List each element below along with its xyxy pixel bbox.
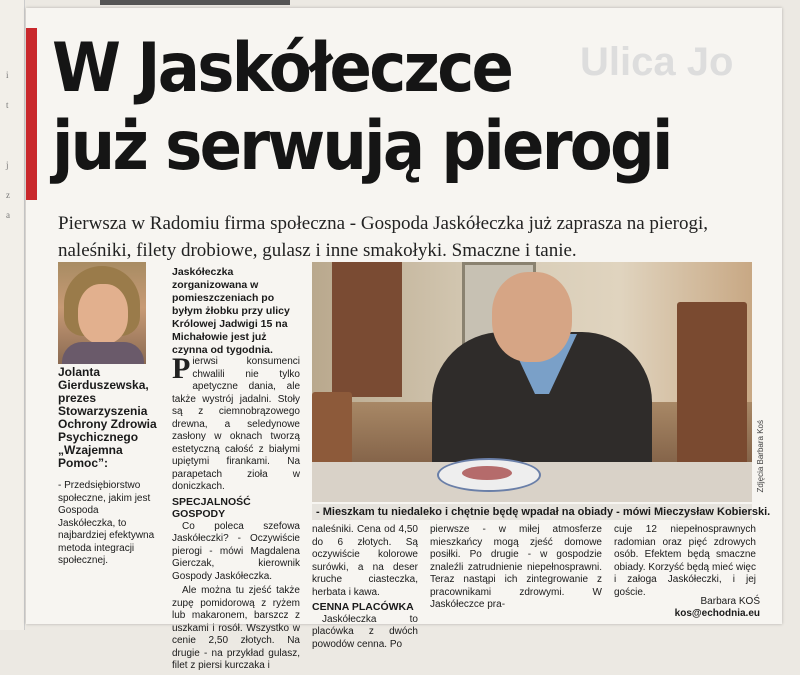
article-intro: Jaskółeczka zorganizowana w pomieszczeniach po byłym żłobku przy ulicy Królowej Jadwigi 15 na Michałowie jest już czynna od tygodnia. [172,266,290,356]
adjacent-page-margin [0,0,25,630]
photo-door [332,262,402,397]
article-column-2 [312,524,418,653]
photo-man-head [492,272,572,362]
margin-letter: t [6,100,9,110]
photo-credit: Zdjęcia Barbara Koś [756,420,765,493]
portrait-photo [58,262,146,364]
show-through-headline: Ulica Jo [580,40,734,84]
photo-caption: - Mieszkam tu niedaleko i chętnie będę wpadał na obiady - mówi Mieczysław Kobierski. [312,504,752,520]
paragraph: naleśniki. Cena od 4,50 do 6 złotych. Są oczywiście kolorowe surówki, a na deser kruche ciasteczka, herbata i kawa. [312,524,418,598]
photo-food [462,466,512,480]
margin-letter: z [6,190,10,200]
headline-line-2: już serwują pierogi [52,107,671,186]
paragraph: ierwsi konsumenci chwalili nie tylko apetyczne dania, ale także wystrój jadalni. Stoły są z ciemnobrązowego drewna, a seledynowe zasłony w oknach tworzą estetyczną całość z białymi upiętymi firankami. Na parapetach zioła w doniczkach. [172,356,300,492]
portrait-face [78,284,128,344]
paragraph: cuje 12 niepełnosprawnych radomian oraz pięć zdrowych osób. Efektem będą smaczne obiady. Korzyść będą mieć więc i załoga Jaskółeczki, i jej goście. [614,524,756,598]
margin-letter: j [6,160,9,170]
portrait-quote: - Przedsiębiorstwo społeczne, jakim jest Gospoda Jaskółeczka, to najbardziej efektywna metoda integracji społecznej. [58,480,155,566]
paragraph: Jaskółeczka to placówka z dwóch powodów cenna. Po [312,613,418,650]
paragraph: Co poleca szefowa Jaskółeczki? - Oczywiście pierogi - mówi Magdalena Gierczak, kierownik Gospody Jaskółeczka. [172,520,300,582]
red-accent-bar [26,28,37,200]
headline-line-1: W Jaskółeczce [52,29,512,108]
author-name: Barbara KOŚ [700,596,760,607]
paragraph: pierwsze - w miłej atmosferze mieszkańcy mogą zjeść domowe posiłki. Po drugie - w gospodzie znaleźli zatrudnienie niepełnosprawni. Teraz nastąpi ich zintegrowanie z pracownikami zdrowymi. W Jaskółeczce pra- [430,524,602,610]
subheading: CENNA PLACÓWKA [312,601,414,613]
article-column-4 [614,524,756,601]
top-rule [100,0,290,5]
paragraph: Ale można tu zjeść także zupę pomidorową z ryżem lub makaronem, barszcz z uszkami i rosół. Wszystko w cenie 2,50 złotych. Na drugie - na przykład gulasz, filet z piersi kurczaka i [172,585,300,671]
portrait-body [62,342,144,364]
article-column-3 [430,524,602,614]
margin-letter: a [6,210,10,220]
dropcap: P [172,352,191,385]
article-lead: Pierwsza w Radomiu firma społeczna - Gospoda Jaskółeczka już zaprasza na pierogi, naleśniki, filety drobiowe, gulasz i inne smakołyki. Smaczne i tanie. [58,213,708,261]
article-column-1 [172,352,300,675]
photo-chair [677,302,747,482]
subheading: SPECJALNOŚĆ GOSPODY [172,495,251,520]
article-photo [312,262,752,502]
portrait-caption: Jolanta Gierduszewska, prezes Stowarzyszenia Ochrony Zdrowia Psychicznego „Wzajemna Pomoc”: [58,365,157,470]
article-headline [52,30,687,186]
author-email: kos@echodnia.eu [674,608,760,619]
margin-letter: i [6,70,9,80]
author-signature [670,596,760,620]
